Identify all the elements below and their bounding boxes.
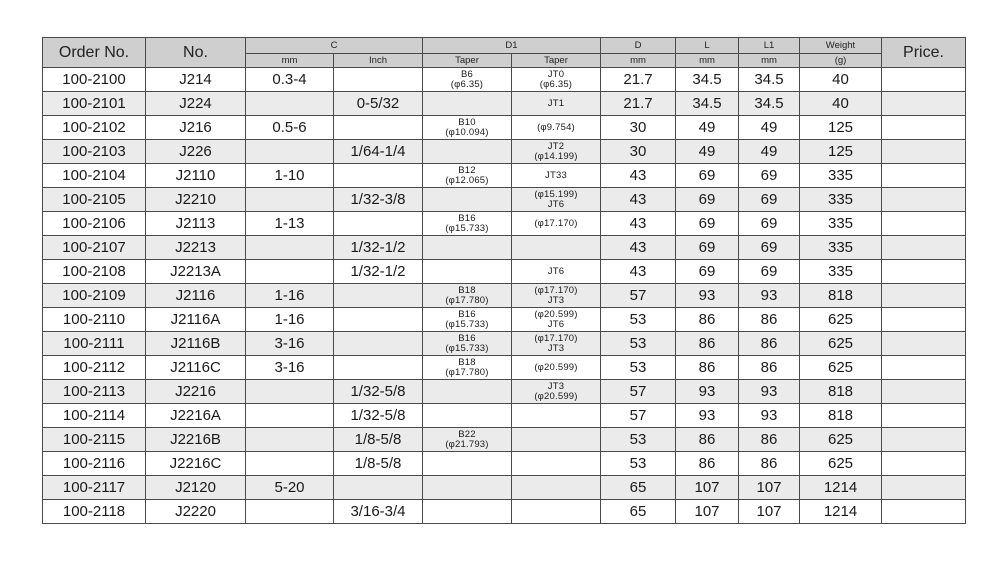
cell-c-mm — [246, 380, 334, 404]
header-d1: D1 — [423, 38, 601, 54]
header-c-inch: Inch — [334, 54, 423, 68]
cell-l: 34.5 — [676, 92, 739, 116]
cell-l: 69 — [676, 164, 739, 188]
cell-order-no: 100-2113 — [43, 380, 146, 404]
table-row — [43, 260, 966, 284]
cell-l: 69 — [676, 188, 739, 212]
header-l-unit: mm — [676, 54, 739, 68]
cell-taper-b — [423, 236, 512, 260]
cell-d: 43 — [601, 188, 676, 212]
cell-order-no: 100-2104 — [43, 164, 146, 188]
cell-order-no: 100-2107 — [43, 236, 146, 260]
cell-price — [882, 188, 966, 212]
cell-l: 86 — [676, 452, 739, 476]
header-weight-unit: (g) — [800, 54, 882, 68]
cell-l: 86 — [676, 356, 739, 380]
cell-taper-jt-line: (φ9.754) — [537, 121, 575, 133]
cell-c-inch — [334, 308, 423, 332]
cell-model-no: J2110 — [146, 164, 246, 188]
cell-c-mm: 1-16 — [246, 308, 334, 332]
cell-taper-b — [423, 476, 512, 500]
cell-taper-jt-line: (φ17.170) — [534, 332, 578, 344]
cell-taper-jt — [512, 380, 601, 404]
table-row — [43, 404, 966, 428]
cell-d: 53 — [601, 452, 676, 476]
cell-c-mm: 0.5-6 — [246, 116, 334, 140]
cell-taper-jt-line: JT0 — [547, 68, 565, 80]
cell-c-mm — [246, 236, 334, 260]
cell-c-mm — [246, 428, 334, 452]
cell-l1: 86 — [739, 332, 800, 356]
cell-order-no: 100-2118 — [43, 500, 146, 524]
cell-price — [882, 308, 966, 332]
cell-weight: 40 — [800, 92, 882, 116]
table-row — [43, 140, 966, 164]
cell-price — [882, 428, 966, 452]
cell-taper-b — [423, 116, 512, 140]
cell-l1: 93 — [739, 380, 800, 404]
cell-model-no: J2116B — [146, 332, 246, 356]
cell-taper-b — [423, 332, 512, 356]
cell-order-no: 100-2106 — [43, 212, 146, 236]
header-order-no: Order No. — [43, 38, 146, 68]
cell-c-inch: 1/8-5/8 — [334, 428, 423, 452]
table-row — [43, 92, 966, 116]
cell-model-no: J214 — [146, 68, 246, 92]
cell-model-no: J224 — [146, 92, 246, 116]
table-row — [43, 380, 966, 404]
cell-taper-jt — [512, 164, 601, 188]
cell-taper-jt-line: JT3 — [547, 294, 565, 306]
cell-c-inch: 1/8-5/8 — [334, 452, 423, 476]
cell-taper-jt — [512, 308, 601, 332]
table-row — [43, 500, 966, 524]
cell-l: 107 — [676, 476, 739, 500]
cell-l: 93 — [676, 284, 739, 308]
cell-weight: 818 — [800, 404, 882, 428]
cell-order-no: 100-2108 — [43, 260, 146, 284]
cell-c-mm: 1-16 — [246, 284, 334, 308]
cell-weight: 625 — [800, 428, 882, 452]
cell-l1: 34.5 — [739, 92, 800, 116]
cell-taper-b-line: (φ21.793) — [445, 438, 489, 450]
cell-c-inch — [334, 212, 423, 236]
cell-model-no: J2116 — [146, 284, 246, 308]
cell-weight: 1214 — [800, 476, 882, 500]
cell-l1: 86 — [739, 356, 800, 380]
cell-taper-jt-line: JT6 — [547, 265, 565, 277]
cell-order-no: 100-2117 — [43, 476, 146, 500]
cell-taper-b-line: B6 — [460, 68, 474, 80]
cell-taper-b-line: (φ10.094) — [445, 126, 489, 138]
cell-price — [882, 452, 966, 476]
cell-model-no: J2216C — [146, 452, 246, 476]
cell-model-no: J2213A — [146, 260, 246, 284]
cell-model-no: J2213 — [146, 236, 246, 260]
cell-taper-b — [423, 452, 512, 476]
cell-c-inch — [334, 284, 423, 308]
cell-weight: 335 — [800, 164, 882, 188]
cell-c-mm — [246, 140, 334, 164]
table-row — [43, 332, 966, 356]
cell-c-mm: 1-10 — [246, 164, 334, 188]
cell-taper-b-line: B16 — [458, 212, 476, 224]
cell-order-no: 100-2105 — [43, 188, 146, 212]
cell-taper-b-line: (φ15.733) — [445, 222, 489, 234]
cell-l1: 69 — [739, 260, 800, 284]
cell-price — [882, 380, 966, 404]
table-row — [43, 476, 966, 500]
cell-c-inch — [334, 356, 423, 380]
cell-d: 43 — [601, 212, 676, 236]
cell-order-no: 100-2110 — [43, 308, 146, 332]
cell-l1: 69 — [739, 188, 800, 212]
header-d: D — [601, 38, 676, 54]
cell-l: 93 — [676, 380, 739, 404]
cell-c-mm — [246, 260, 334, 284]
cell-taper-jt — [512, 476, 601, 500]
cell-l1: 86 — [739, 308, 800, 332]
cell-d: 43 — [601, 164, 676, 188]
cell-taper-jt — [512, 332, 601, 356]
cell-taper-b — [423, 188, 512, 212]
cell-order-no: 100-2100 — [43, 68, 146, 92]
cell-model-no: J2116A — [146, 308, 246, 332]
cell-d: 30 — [601, 116, 676, 140]
cell-taper-jt-line: (φ20.599) — [534, 308, 578, 320]
cell-taper-b — [423, 212, 512, 236]
header-l1-unit: mm — [739, 54, 800, 68]
cell-weight: 335 — [800, 188, 882, 212]
cell-l: 69 — [676, 236, 739, 260]
cell-taper-jt-line: JT6 — [547, 318, 565, 330]
cell-taper-jt-line: JT3 — [547, 380, 565, 392]
cell-price — [882, 284, 966, 308]
table-row — [43, 428, 966, 452]
cell-weight: 625 — [800, 452, 882, 476]
cell-c-mm — [246, 92, 334, 116]
cell-taper-jt — [512, 500, 601, 524]
header-d-unit: mm — [601, 54, 676, 68]
cell-l1: 93 — [739, 284, 800, 308]
cell-c-mm: 0.3-4 — [246, 68, 334, 92]
cell-l: 93 — [676, 404, 739, 428]
cell-model-no: J226 — [146, 140, 246, 164]
cell-l1: 107 — [739, 476, 800, 500]
cell-taper-b — [423, 356, 512, 380]
cell-d: 21.7 — [601, 92, 676, 116]
cell-weight: 125 — [800, 116, 882, 140]
cell-taper-b-line: B22 — [458, 428, 476, 440]
cell-c-inch: 1/32-5/8 — [334, 404, 423, 428]
cell-d: 53 — [601, 428, 676, 452]
cell-price — [882, 68, 966, 92]
cell-l1: 69 — [739, 164, 800, 188]
cell-model-no: J2216B — [146, 428, 246, 452]
cell-c-mm — [246, 404, 334, 428]
cell-order-no: 100-2111 — [43, 332, 146, 356]
cell-l: 86 — [676, 308, 739, 332]
cell-taper-b-line: (φ17.780) — [445, 294, 489, 306]
cell-d: 53 — [601, 308, 676, 332]
table-row — [43, 452, 966, 476]
cell-taper-b — [423, 404, 512, 428]
cell-taper-jt — [512, 404, 601, 428]
header-l1: L1 — [739, 38, 800, 54]
cell-taper-b-line: B12 — [458, 164, 476, 176]
cell-taper-b — [423, 92, 512, 116]
cell-order-no: 100-2109 — [43, 284, 146, 308]
table-row — [43, 308, 966, 332]
cell-price — [882, 236, 966, 260]
cell-l1: 49 — [739, 140, 800, 164]
cell-taper-jt — [512, 92, 601, 116]
cell-order-no: 100-2103 — [43, 140, 146, 164]
cell-weight: 335 — [800, 212, 882, 236]
cell-taper-jt — [512, 68, 601, 92]
cell-order-no: 100-2112 — [43, 356, 146, 380]
cell-c-mm: 5-20 — [246, 476, 334, 500]
cell-order-no: 100-2115 — [43, 428, 146, 452]
cell-taper-jt-line: (φ15.199) — [534, 188, 578, 200]
cell-c-inch: 1/32-1/2 — [334, 236, 423, 260]
cell-c-mm — [246, 188, 334, 212]
table-row — [43, 236, 966, 260]
cell-taper-jt — [512, 452, 601, 476]
cell-taper-b-line: B16 — [458, 308, 476, 320]
cell-order-no: 100-2101 — [43, 92, 146, 116]
cell-order-no: 100-2114 — [43, 404, 146, 428]
cell-l: 49 — [676, 140, 739, 164]
cell-c-inch — [334, 68, 423, 92]
cell-weight: 625 — [800, 308, 882, 332]
cell-c-mm — [246, 452, 334, 476]
cell-c-mm: 3-16 — [246, 356, 334, 380]
cell-d: 43 — [601, 260, 676, 284]
cell-c-mm — [246, 500, 334, 524]
cell-taper-b — [423, 428, 512, 452]
cell-taper-jt — [512, 188, 601, 212]
cell-model-no: J2116C — [146, 356, 246, 380]
cell-l1: 86 — [739, 452, 800, 476]
cell-model-no: J2120 — [146, 476, 246, 500]
cell-model-no: J2113 — [146, 212, 246, 236]
cell-taper-jt-line: (φ17.170) — [534, 284, 578, 296]
cell-c-inch: 1/64-1/4 — [334, 140, 423, 164]
cell-model-no: J2220 — [146, 500, 246, 524]
table-row — [43, 212, 966, 236]
cell-c-inch — [334, 332, 423, 356]
cell-weight: 1214 — [800, 500, 882, 524]
cell-order-no: 100-2102 — [43, 116, 146, 140]
table-row — [43, 188, 966, 212]
cell-d: 65 — [601, 500, 676, 524]
cell-taper-jt-line: (φ17.170) — [534, 217, 578, 229]
cell-taper-jt — [512, 236, 601, 260]
cell-price — [882, 116, 966, 140]
cell-taper-b-line: B16 — [458, 332, 476, 344]
cell-taper-jt — [512, 428, 601, 452]
cell-l: 86 — [676, 332, 739, 356]
cell-taper-jt — [512, 356, 601, 380]
cell-taper-b — [423, 284, 512, 308]
header-d1-taper-jt: Taper — [512, 54, 601, 68]
cell-price — [882, 212, 966, 236]
cell-weight: 625 — [800, 332, 882, 356]
cell-l1: 107 — [739, 500, 800, 524]
header-no: No. — [146, 38, 246, 68]
cell-price — [882, 260, 966, 284]
cell-d: 43 — [601, 236, 676, 260]
cell-l: 86 — [676, 428, 739, 452]
cell-price — [882, 404, 966, 428]
cell-model-no: J216 — [146, 116, 246, 140]
cell-price — [882, 332, 966, 356]
cell-taper-jt-line: (φ14.199) — [534, 150, 578, 162]
cell-taper-b-line: (φ6.35) — [450, 78, 484, 90]
cell-weight: 335 — [800, 260, 882, 284]
cell-taper-b — [423, 164, 512, 188]
cell-taper-jt — [512, 116, 601, 140]
cell-c-inch: 0-5/32 — [334, 92, 423, 116]
table-row — [43, 356, 966, 380]
cell-order-no: 100-2116 — [43, 452, 146, 476]
cell-model-no: J2210 — [146, 188, 246, 212]
cell-taper-b — [423, 68, 512, 92]
cell-l: 69 — [676, 212, 739, 236]
cell-c-inch: 1/32-1/2 — [334, 260, 423, 284]
cell-price — [882, 476, 966, 500]
cell-weight: 125 — [800, 140, 882, 164]
cell-l1: 86 — [739, 428, 800, 452]
cell-weight: 40 — [800, 68, 882, 92]
cell-c-inch: 1/32-3/8 — [334, 188, 423, 212]
cell-taper-jt — [512, 140, 601, 164]
header-weight: Weight — [800, 38, 882, 54]
cell-price — [882, 500, 966, 524]
cell-taper-jt-line: JT1 — [547, 97, 565, 109]
cell-taper-jt — [512, 284, 601, 308]
cell-taper-jt-line: JT6 — [547, 198, 565, 210]
cell-taper-b-line: (φ15.733) — [445, 318, 489, 330]
cell-model-no: J2216 — [146, 380, 246, 404]
cell-c-mm: 3-16 — [246, 332, 334, 356]
cell-weight: 818 — [800, 380, 882, 404]
cell-taper-jt-line: JT2 — [547, 140, 565, 152]
cell-c-inch: 3/16-3/4 — [334, 500, 423, 524]
cell-l: 69 — [676, 260, 739, 284]
cell-taper-b-line: (φ15.733) — [445, 342, 489, 354]
header-price: Price. — [882, 38, 966, 68]
cell-price — [882, 140, 966, 164]
cell-d: 21.7 — [601, 68, 676, 92]
cell-price — [882, 92, 966, 116]
table-body — [43, 68, 966, 524]
cell-taper-b — [423, 140, 512, 164]
cell-c-inch — [334, 116, 423, 140]
cell-model-no: J2216A — [146, 404, 246, 428]
header-d1-taper-b: Taper — [423, 54, 512, 68]
cell-taper-b-line: B18 — [458, 356, 476, 368]
header-l: L — [676, 38, 739, 54]
cell-d: 30 — [601, 140, 676, 164]
spec-table — [42, 37, 966, 524]
cell-l1: 34.5 — [739, 68, 800, 92]
cell-taper-b-line: B18 — [458, 284, 476, 296]
cell-l1: 69 — [739, 212, 800, 236]
cell-taper-b-line: B10 — [458, 116, 476, 128]
cell-taper-b-line: (φ12.065) — [445, 174, 489, 186]
cell-price — [882, 164, 966, 188]
cell-d: 53 — [601, 356, 676, 380]
cell-c-inch — [334, 476, 423, 500]
cell-taper-b — [423, 500, 512, 524]
table-row — [43, 68, 966, 92]
table-row — [43, 164, 966, 188]
table-row — [43, 116, 966, 140]
cell-d: 57 — [601, 284, 676, 308]
cell-d: 57 — [601, 404, 676, 428]
cell-l: 34.5 — [676, 68, 739, 92]
cell-price — [882, 356, 966, 380]
header-c-mm: mm — [246, 54, 334, 68]
cell-taper-jt — [512, 212, 601, 236]
cell-taper-jt-line: (φ20.599) — [534, 361, 578, 373]
cell-taper-b-line: (φ17.780) — [445, 366, 489, 378]
table-row — [43, 284, 966, 308]
cell-c-mm: 1-13 — [246, 212, 334, 236]
cell-taper-jt-line: JT3 — [547, 342, 565, 354]
cell-l1: 93 — [739, 404, 800, 428]
cell-weight: 818 — [800, 284, 882, 308]
cell-c-inch — [334, 164, 423, 188]
cell-taper-jt — [512, 260, 601, 284]
cell-taper-b — [423, 260, 512, 284]
cell-d: 65 — [601, 476, 676, 500]
cell-l1: 49 — [739, 116, 800, 140]
cell-taper-jt-line: JT33 — [545, 169, 567, 181]
cell-c-inch: 1/32-5/8 — [334, 380, 423, 404]
cell-taper-b — [423, 308, 512, 332]
cell-taper-b — [423, 380, 512, 404]
cell-l: 107 — [676, 500, 739, 524]
cell-l: 49 — [676, 116, 739, 140]
cell-l1: 69 — [739, 236, 800, 260]
cell-taper-jt-line: (φ20.599) — [534, 390, 578, 402]
cell-d: 57 — [601, 380, 676, 404]
cell-weight: 625 — [800, 356, 882, 380]
header-c: C — [246, 38, 423, 54]
cell-weight: 335 — [800, 236, 882, 260]
cell-d: 53 — [601, 332, 676, 356]
cell-taper-jt-line: (φ6.35) — [539, 78, 573, 90]
